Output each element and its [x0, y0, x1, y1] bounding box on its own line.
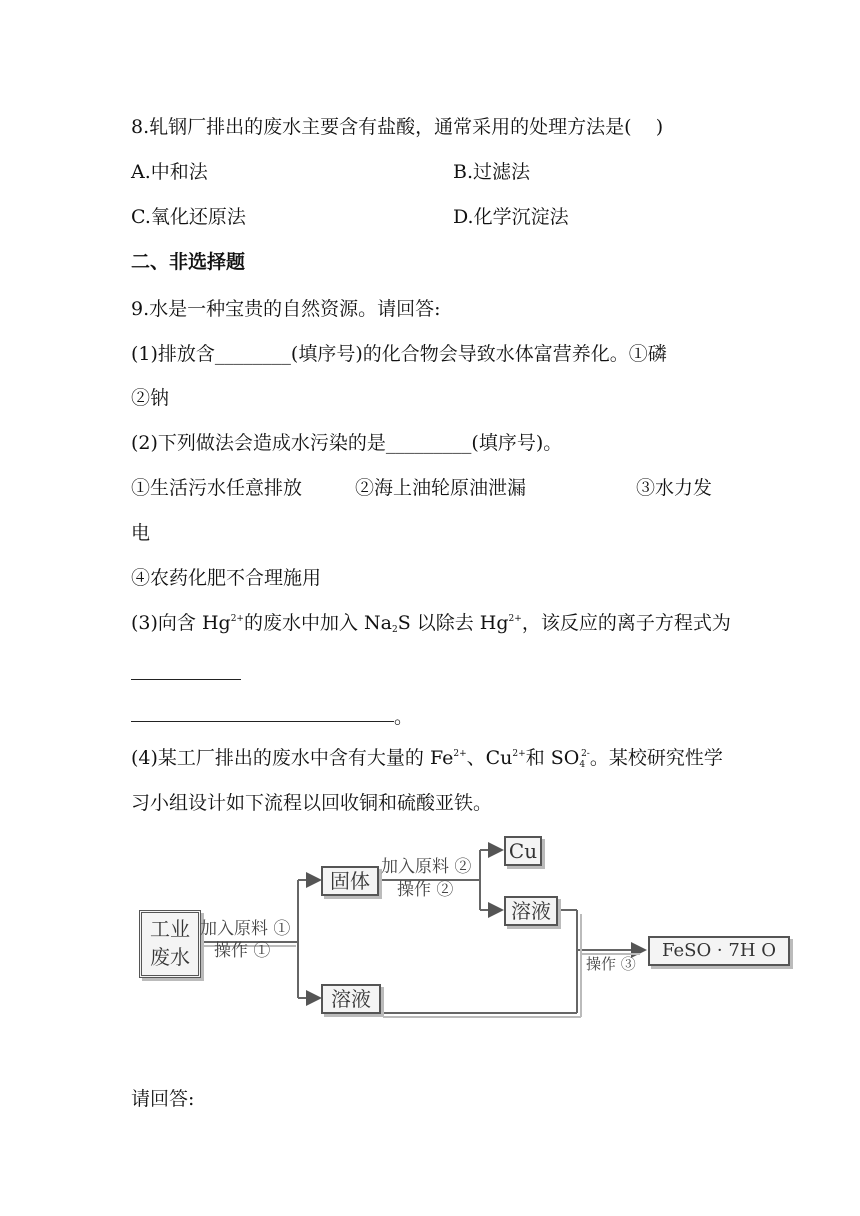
solution1-box: 溶液 [321, 984, 381, 1014]
q9-part4-line1: (4)某工厂排出的废水中含有大量的 $Fe^{2+}$、$Cu^{2+}$和 $SO_4^{2-}$。某校研究性学 [131, 747, 723, 770]
source-label-line1: 工业 [150, 917, 190, 941]
q9-part3-text: (3)向含 $Hg^{2+}$的废水中加入 $Na_2S$ 以除去 $Hg^{2+}$，该反应的离子方程式为 [131, 612, 731, 635]
step2-label-line1: 加入原料 ② [381, 857, 472, 877]
source-label-line2: 废水 [150, 945, 190, 969]
q9-part2-option4: ④农药化肥不合理施用 [131, 567, 322, 589]
option-c: C.氧化还原法 [131, 206, 246, 228]
section-heading: 二、非选择题 [131, 251, 246, 273]
answer-blank-2[interactable] [131, 721, 394, 722]
answer-prompt: 请回答: [131, 1088, 195, 1110]
q9-part3-end: 。 [394, 706, 414, 728]
q9-part4-line2: 习小组设计如下流程以回收铜和硫酸亚铁。 [131, 792, 493, 814]
solid-box: 固体 [321, 866, 379, 896]
cu-box: Cu [504, 836, 542, 866]
q9-part2-option2: ②海上油轮原油泄漏 [355, 477, 527, 499]
option-b: B.过滤法 [453, 161, 531, 183]
step3-label: 操作 ③ [586, 955, 636, 973]
solution2-box: 溶液 [504, 896, 558, 926]
product-box: FeSO · 7H O [648, 936, 790, 966]
q9-part1-line1: (1)排放含________(填序号)的化合物会导致水体富营养化。①磷 [131, 343, 667, 365]
step1-label-line2: 操作 ① [214, 941, 271, 961]
q9-part2-stem: (2)下列做法会造成水污染的是_________(填序号)。 [131, 432, 563, 454]
q9-part2-option3: ③水力发 [636, 477, 713, 499]
source-box [139, 910, 201, 978]
question-8-stem: 8.轧钢厂排出的废水主要含有盐酸，通常采用的处理方法是( ) [131, 116, 664, 138]
q9-part1-line2: ②钠 [131, 387, 170, 409]
option-d: D.化学沉淀法 [453, 206, 569, 228]
step1-label-line1: 加入原料 ① [200, 919, 291, 939]
question-9-stem: 9.水是一种宝贵的自然资源。请回答: [131, 298, 441, 320]
q9-part2-option1: ①生活污水任意排放 [131, 477, 303, 499]
answer-blank-1[interactable] [131, 679, 241, 680]
q9-part2-option3-cont: 电 [131, 522, 151, 544]
option-a: A.中和法 [131, 161, 208, 183]
step2-label-line2: 操作 ② [397, 880, 454, 900]
